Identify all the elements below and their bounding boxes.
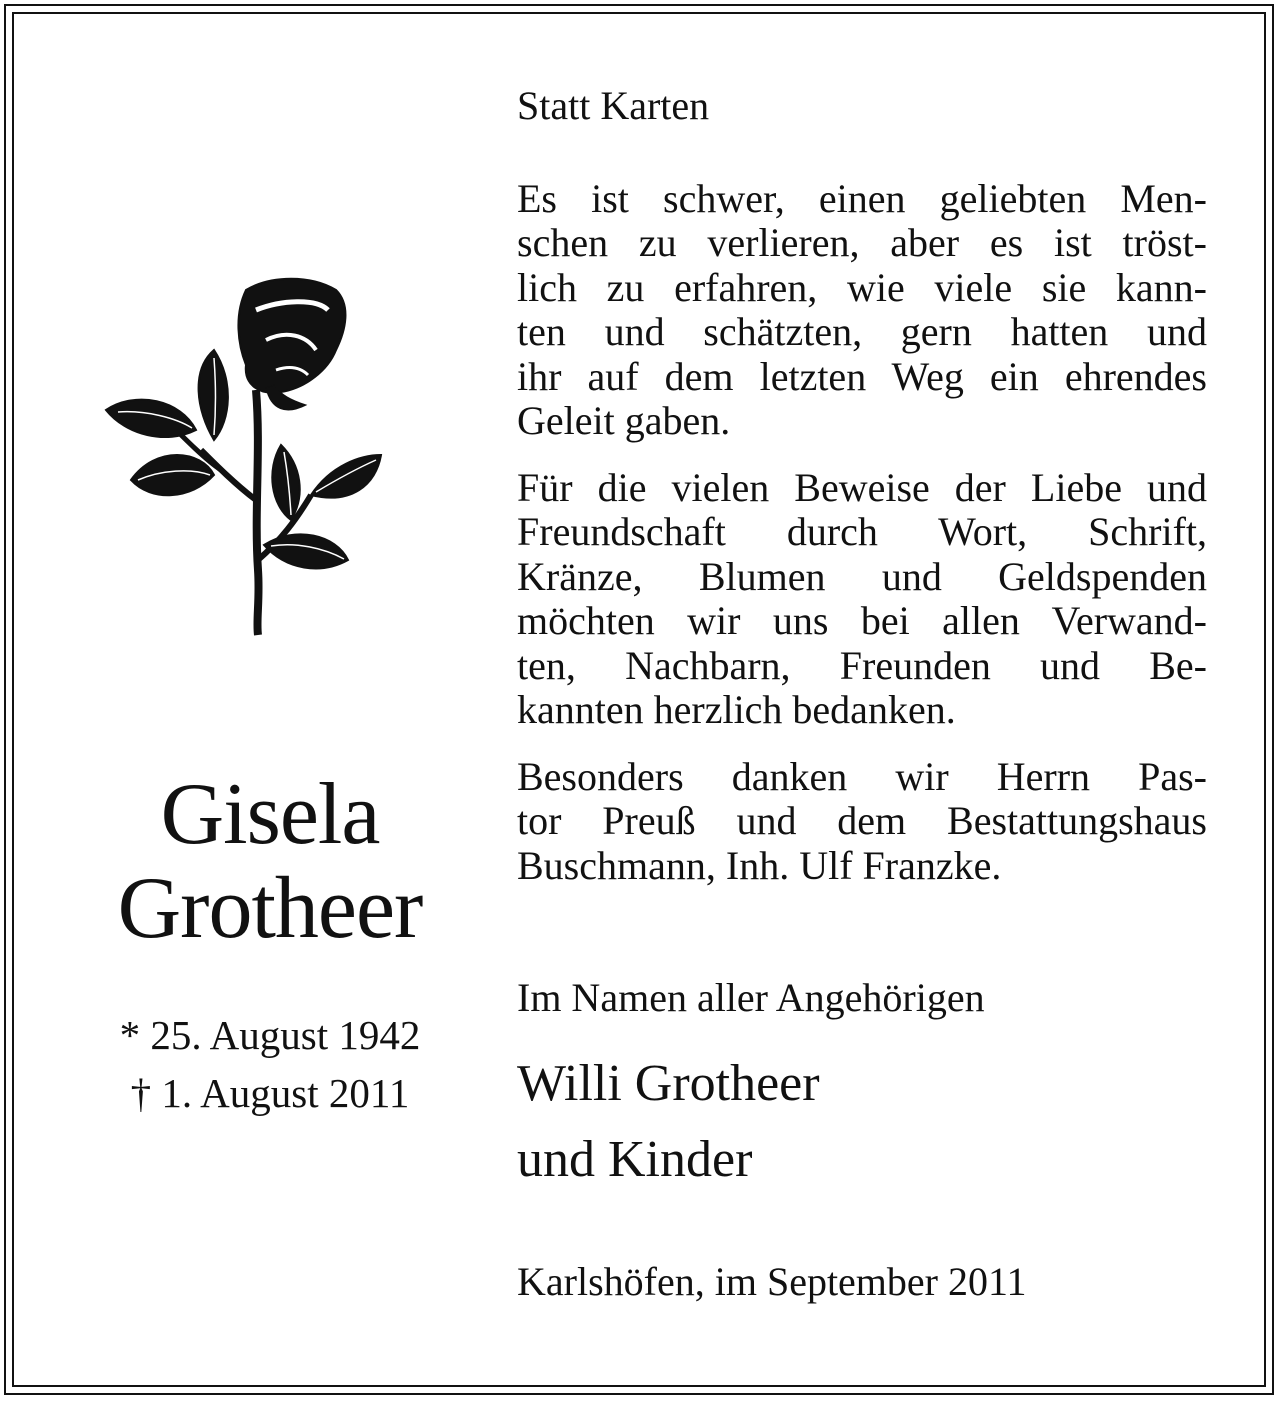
paragraph-line: Es ist schwer, einen geliebten Men- [517, 175, 1207, 221]
paragraph-2 [517, 466, 1207, 733]
paragraph-line: Für die vielen Beweise der Liebe und [517, 464, 1207, 510]
paragraph-line: Freundschaft durch Wort, Schrift, [517, 509, 1207, 554]
paragraph-line: möchten wir uns bei allen Verwand- [517, 598, 1207, 643]
message-column [517, 84, 1207, 910]
last-name: Grotheer [117, 860, 423, 957]
on-behalf-line: Im Namen aller Angehörigen [517, 975, 985, 1020]
paragraph-line: Geleit gaben. [517, 398, 731, 443]
paragraph-line: ten und schätzten, gern hatten und [517, 309, 1207, 354]
paragraph-line: kannten herzlich bedanken. [517, 687, 956, 732]
paragraph-line: Kränze, Blumen und Geldspenden [517, 553, 1207, 599]
paragraph-3 [517, 755, 1207, 889]
birth-date: * 25. August 1942 [119, 1012, 421, 1058]
paragraph-line: lich zu erfahren, wie viele sie kann- [517, 264, 1207, 310]
paragraph-line: Buschmann, Inh. Ulf Franzke. [517, 842, 1002, 888]
paragraph-1 [517, 177, 1207, 444]
death-date: † 1. August 2011 [130, 1070, 410, 1116]
paragraph-line: Besonders danken wir Herrn Pas- [517, 753, 1207, 799]
paragraph-line: tor Preuß und dem Bestattungshaus [517, 798, 1207, 843]
deceased-name [40, 768, 500, 956]
signer-name: Willi Grotheer [517, 1055, 820, 1112]
paragraph-line: ten, Nachbarn, Freunden und Be- [517, 642, 1207, 688]
place-date: Karlshöfen, im September 2011 [517, 1259, 1027, 1304]
signer [517, 1046, 820, 1198]
first-name: Gisela [160, 766, 380, 863]
life-dates [40, 1006, 580, 1122]
statt-karten-heading: Statt Karten [517, 83, 710, 128]
signer-family: und Kinder [517, 1131, 753, 1188]
paragraph-line: ihr auf dem letzten Weg ein ehrendes [517, 353, 1207, 399]
rose-icon [96, 270, 396, 640]
paragraph-line: schen zu verlieren, aber es ist tröst- [517, 220, 1207, 265]
